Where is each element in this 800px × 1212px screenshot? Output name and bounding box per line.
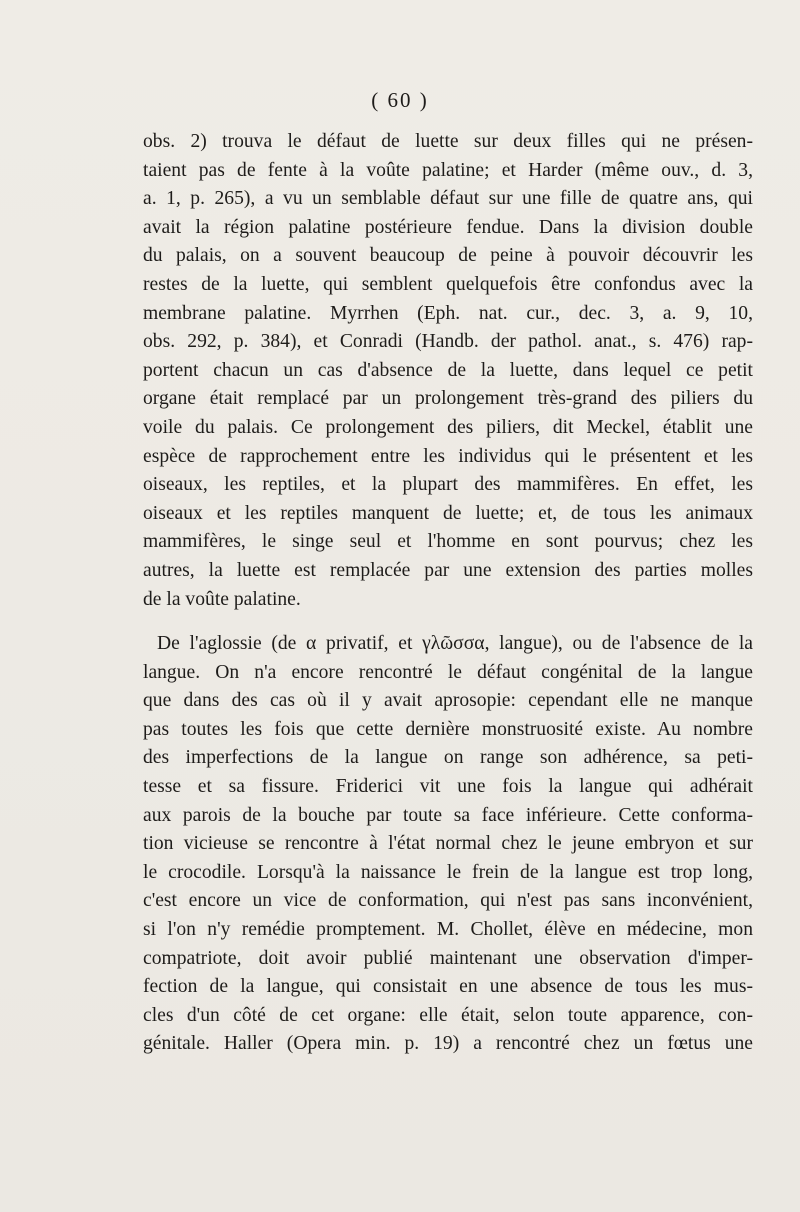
text-line: espèce de rapprochement entre les individus qui le présentent et les [143, 445, 753, 467]
text-line: compatriote, doit avoir publié maintenant une observation d'imper- [143, 947, 753, 969]
text-line: fection de la langue, qui consistait en une absence de tous les mus- [143, 976, 753, 998]
text-line: de la voûte palatine. [143, 588, 301, 610]
text-line: que dans des cas où il y avait aprosopie: cependant elle ne manque [143, 690, 753, 712]
text-line: pas toutes les fois que cette dernière monstruosité existe. Au nombre [143, 718, 753, 740]
text-line: aux parois de la bouche par toute sa face inférieure. Cette conforma- [143, 804, 753, 826]
text-line: obs. 292, p. 384), et Conradi (Handb. der pathol. anat., s. 476) rap- [143, 331, 753, 353]
text-line: si l'on n'y remédie promptement. M. Chollet, élève en médecine, mon [143, 919, 753, 941]
text-line: De l'aglossie (de α privatif, et γλῶσσα, langue), ou de l'absence de la [157, 633, 753, 655]
text-line: mammifères, le singe seul et l'homme en sont pourvus; chez les [143, 531, 753, 553]
text-line: portent chacun un cas d'absence de la luette, dans lequel ce petit [143, 359, 753, 381]
paragraph-luette [143, 128, 753, 614]
text-line: membrane palatine. Myrrhen (Eph. nat. cur., dec. 3, a. 9, 10, [143, 302, 753, 324]
text-line: le crocodile. Lorsqu'à la naissance le frein de la langue est trop long, [143, 861, 753, 883]
text-line: langue. On n'a encore rencontré le défaut congénital de la langue [143, 661, 753, 683]
text-line: des imperfections de la langue on range son adhérence, sa peti- [143, 747, 753, 769]
text-line: oiseaux, les reptiles, et la plupart des mammifères. En effet, les [143, 474, 753, 496]
text-line: tion vicieuse se rencontre à l'état normal chez le jeune embryon et sur [143, 833, 753, 855]
text-line: a. 1, p. 265), a vu un semblable défaut sur une fille de quatre ans, qui [143, 188, 753, 210]
text-line: tesse et sa fissure. Friderici vit une fois la langue qui adhérait [143, 776, 753, 798]
page-number: ( 60 ) [371, 88, 429, 112]
text-line: voile du palais. Ce prolongement des piliers, dit Meckel, établit une [143, 416, 753, 438]
text-line: organe était remplacé par un prolongement très-grand des piliers du [143, 388, 753, 410]
text-line: génitale. Haller (Opera min. p. 19) a rencontré chez un fœtus une [143, 1033, 753, 1055]
text-line: c'est encore un vice de conformation, qui n'est pas sans inconvénient, [143, 890, 753, 912]
text-line: cles d'un côté de cet organe: elle était, selon toute apparence, con- [143, 1004, 753, 1026]
text-line: taient pas de fente à la voûte palatine; et Harder (même ouv., d. 3, [143, 159, 753, 181]
text-line: autres, la luette est remplacée par une extension des parties molles [143, 559, 753, 581]
text-line: du palais, on a souvent beaucoup de peine à pouvoir découvrir les [143, 245, 753, 267]
paragraph-aglossie [143, 630, 753, 1059]
text-line: restes de la luette, qui semblent quelquefois être confondus avec la [143, 273, 753, 295]
body-text [143, 128, 753, 1059]
text-line: avait la région palatine postérieure fendue. Dans la division double [143, 216, 753, 238]
text-line: oiseaux et les reptiles manquent de luette; et, de tous les animaux [143, 502, 753, 524]
text-line: obs. 2) trouva le défaut de luette sur deux filles qui ne présen- [143, 131, 753, 152]
